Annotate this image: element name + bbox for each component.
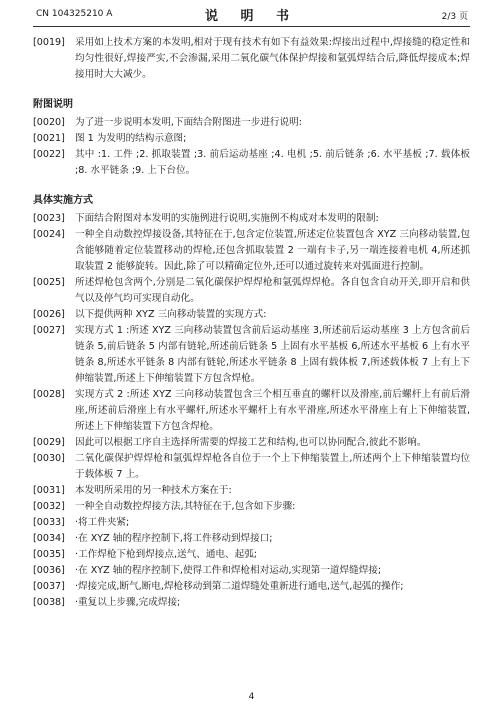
paragraph-number: [0034] (33, 533, 65, 544)
paragraph-number: [0019] (33, 37, 65, 48)
paragraph-text: 一种全自动数控焊接方法,其特征在于,包含如下步骤: (75, 501, 296, 512)
paragraph-text: 图 1 为发明的结构示意图; (75, 133, 187, 144)
paragraph-text: ·在 XYZ 轴的程序控制下,将工件移动到焊接口; (75, 533, 273, 544)
paragraph-number: [0028] (33, 389, 65, 400)
paragraph-text: 二氧化碳保护焊焊枪和氩弧焊焊枪各自位于一个上下伸缩装置上,所述两个上下伸缩装置均位于载体板 7 上。 (75, 453, 470, 480)
page-indicator: 2/3 页 (441, 12, 468, 22)
paragraph-number: [0025] (33, 277, 65, 288)
paragraph-text: 所述焊枪包含两个,分别是二氧化碳保护焊焊枪和氩弧焊焊枪。各自包含自动开关,即开启和供气以及停气均可实现自动化。 (75, 277, 470, 304)
paragraph-number: [0023] (33, 213, 65, 224)
paragraph-number: [0038] (33, 597, 65, 608)
paragraph-text: 因此可以根据工序自主选择所需要的焊接工艺和结构,也可以协同配合,彼此不影响。 (75, 437, 427, 448)
paragraph (33, 387, 470, 435)
paragraph-number: [0030] (33, 453, 65, 464)
figures-block (33, 115, 470, 179)
paragraph-text: 实现方式 1 :所述 XYZ 三向移动装置包含前后运动基座 3,所述前后运动基座 3 上方包含前后链条 5,前后链条 5 内部有链轮,所述前后链条 5 上固有水平基板 6,所述水平基板 6 上有水平链条 8,所述水平链条 8 内部有链轮,所述水平链条 8 上固有载体板 7,所述载体板 7 上有上下伸缩装置,所述上下伸缩装置下方包含焊枪。 (75, 325, 470, 384)
paragraph (33, 547, 470, 563)
paragraph-number: [0021] (33, 133, 65, 144)
paragraph (33, 595, 470, 611)
paragraph-number: [0029] (33, 437, 65, 448)
paragraph (33, 275, 470, 307)
paragraph-text: ·工作焊枪下枪到焊接点,送气、通电、起弧; (75, 549, 258, 560)
paragraph-number: [0026] (33, 309, 65, 320)
paragraph (33, 515, 470, 531)
paragraph-text: 采用如上技术方案的本发明,相对于现有技术有如下有益效果:焊接出过程中,焊接缝的稳定性和均匀性很好,焊接严实,不会渗漏,采用二氧化碳气体保护焊接和氩弧焊结合后,降低焊接成本;焊接用时大大减少。 (75, 37, 470, 80)
paragraph (33, 211, 470, 227)
paragraph-text: 实现方式 2 :所述 XYZ 三向移动装置包含三个相互垂直的螺杆以及滑座,前后螺杆上有前后滑座,所述前后滑座上有水平螺杆,所述水平螺杆上有水平滑座,所述水平滑座上有上下伸缩装置,所述上下伸缩装置下方包含焊枪。 (75, 389, 470, 432)
paragraph (33, 499, 470, 515)
paragraph (33, 147, 470, 179)
paragraph-text: 为了进一步说明本发明,下面结合附图进一步进行说明: (75, 117, 302, 128)
paragraph (33, 35, 470, 83)
paragraph (33, 115, 470, 131)
paragraph-text: ·重复以上步骤,完成焊接; (75, 597, 181, 608)
paragraph-number: [0022] (33, 149, 65, 160)
paragraph (33, 227, 470, 275)
paragraph (33, 579, 470, 595)
paragraph (33, 307, 470, 323)
intro-block (33, 35, 470, 83)
paragraph (33, 131, 470, 147)
paragraph-number: [0020] (33, 117, 65, 128)
paragraph-text: 以下提供两种 XYZ 三向移动装置的实现方式: (75, 309, 267, 320)
page-header (0, 0, 503, 26)
page-number: 4 (248, 692, 255, 702)
paragraph-text: 下面结合附图对本发明的实施例进行说明,实施例不构成对本发明的限制: (75, 213, 379, 224)
paragraph-number: [0035] (33, 549, 65, 560)
paragraph-number: [0027] (33, 325, 65, 336)
embodiments-block (33, 211, 470, 611)
paragraph (33, 483, 470, 499)
paragraph-number: [0037] (33, 581, 65, 592)
section-heading-figures: 附图说明 (33, 99, 73, 110)
paragraph (33, 563, 470, 579)
paragraph (33, 451, 470, 483)
paragraph-text: ·将工件夹紧; (75, 517, 130, 528)
paragraph-number: [0033] (33, 517, 65, 528)
paragraph-text: 本发明所采用的另一种技术方案在于: (75, 485, 232, 496)
paragraph-text: 其中 :1. 工件 ;2. 抓取装置 ;3. 前后运动基座 ;4. 电机 ;5. 前后链条 ;6. 水平基板 ;7. 载体板 ;8. 水平链条 ;9. 上下台位。 (75, 149, 470, 176)
paragraph-number: [0031] (33, 485, 65, 496)
paragraph-text: ·在 XYZ 轴的程序控制下,使得工件和焊枪相对运动,实现第一道焊缝焊接; (75, 565, 382, 576)
page-title: 说 明 书 (204, 9, 299, 24)
paragraph-number: [0024] (33, 229, 65, 240)
section-heading-embodiments: 具体实施方式 (33, 195, 93, 206)
paragraph-number: [0032] (33, 501, 65, 512)
document-number: CN 104325210 A (36, 9, 113, 19)
paragraph-text: 一种全自动数控焊接设备,其特征在于,包含定位装置,所述定位装置包含 XYZ 三向移动装置,包含能够随着定位装置移动的焊枪,还包含抓取装置 2 一端有卡子,另一端连接着电机 4,所述抓取装置 2 能够旋转。因此,除了可以精确定位外,还可以通过旋转来对弧面进行控制。 (75, 229, 470, 272)
paragraph (33, 435, 470, 451)
paragraph-text: ·焊接完成,断气,断电,焊枪移动到第二道焊缝处重新进行通电,送气,起弧的操作; (75, 581, 404, 592)
header-rule (33, 26, 470, 27)
paragraph (33, 531, 470, 547)
document-body (33, 35, 470, 611)
paragraph-number: [0036] (33, 565, 65, 576)
paragraph (33, 323, 470, 387)
